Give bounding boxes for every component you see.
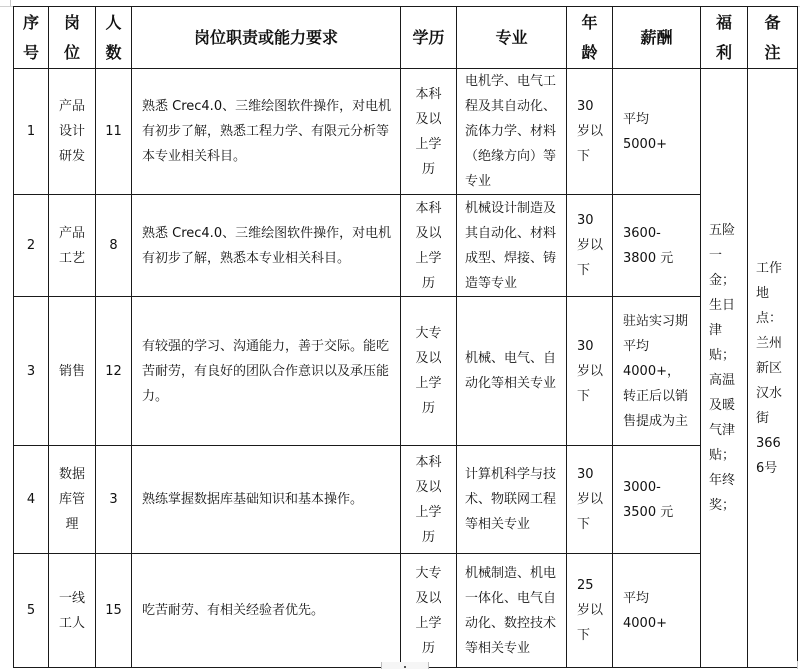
cell-count: 15 xyxy=(96,554,132,668)
cell-seq: 1 xyxy=(14,69,49,195)
header-count: 人 数 xyxy=(96,7,132,69)
header-duties: 岗位职责或能力要求 xyxy=(132,7,401,69)
cell-duties: 吃苦耐劳、有相关经验者优先。 xyxy=(132,554,401,668)
document-edge-marker xyxy=(797,661,798,669)
cell-education: 本科 及以 上学 历 xyxy=(401,195,457,297)
header-education: 学历 xyxy=(401,7,457,69)
cell-position: 产品 设计 研发 xyxy=(49,69,96,195)
cell-seq: 2 xyxy=(14,195,49,297)
cell-education: 本科 及以 上学 历 xyxy=(401,69,457,195)
table-row xyxy=(14,446,798,554)
cell-salary: 平均 4000+ xyxy=(613,554,701,668)
cell-remarks: 工作 地 点： 兰州 新区 汉水 街 366 6号 xyxy=(748,69,798,668)
cell-age: 30 岁以 下 xyxy=(567,195,613,297)
cell-count: 11 xyxy=(96,69,132,195)
header-age: 年 龄 xyxy=(567,7,613,69)
document-corner-marker xyxy=(0,0,11,6)
cell-education: 本科 及以 上学 历 xyxy=(401,446,457,554)
cell-duties: 熟悉 Crec4.0、三维绘图软件操作，对电机有初步了解，熟悉本专业相关科目。 xyxy=(132,195,401,297)
table-row xyxy=(14,297,798,446)
cell-position: 产品 工艺 xyxy=(49,195,96,297)
recruitment-table xyxy=(13,6,798,668)
cell-count: 3 xyxy=(96,446,132,554)
cell-position: 一线 工人 xyxy=(49,554,96,668)
cell-duties: 熟练掌握数据库基础知识和基本操作。 xyxy=(132,446,401,554)
cell-salary: 平均 5000+ xyxy=(613,69,701,195)
table-row xyxy=(14,69,798,195)
cell-major: 机械、电气、自动化等相关专业 xyxy=(457,297,567,446)
cell-major: 机械设计制造及其自动化、材料成型、焊接、铸造等专业 xyxy=(457,195,567,297)
header-major: 专业 xyxy=(457,7,567,69)
header-remarks: 备 注 xyxy=(748,7,798,69)
cell-age: 25 岁以 下 xyxy=(567,554,613,668)
cell-position: 销售 xyxy=(49,297,96,446)
table-row xyxy=(14,195,798,297)
cell-education: 大专 及以 上学 历 xyxy=(401,554,457,668)
cell-benefits: 五险 一 金； 生日 津 贴； 高温 及暖 气津 贴； 年终 奖； xyxy=(701,69,748,668)
cell-education: 大专 及以 上学 历 xyxy=(401,297,457,446)
header-seq: 序 号 xyxy=(14,7,49,69)
header-benefits: 福 利 xyxy=(701,7,748,69)
cell-salary: 驻站实习期 平均 4000+， 转正后以销 售提成为主 xyxy=(613,297,701,446)
cell-salary: 3600- 3800 元 xyxy=(613,195,701,297)
table-row xyxy=(14,554,798,668)
cell-age: 30 岁以 下 xyxy=(567,297,613,446)
cell-count: 8 xyxy=(96,195,132,297)
cell-position: 数据 库管 理 xyxy=(49,446,96,554)
cell-duties: 有较强的学习、沟通能力，善于交际。能吃苦耐劳，有良好的团队合作意识以及承压能力。 xyxy=(132,297,401,446)
cell-age: 30 岁以 下 xyxy=(567,446,613,554)
cell-duties: 熟悉 Crec4.0、三维绘图软件操作，对电机有初步了解，熟悉工程力学、有限元分析等本专业相关科目。 xyxy=(132,69,401,195)
cell-age: 30 岁以 下 xyxy=(567,69,613,195)
cell-seq: 3 xyxy=(14,297,49,446)
handle-dot-icon xyxy=(404,666,406,668)
cell-salary: 3000- 3500 元 xyxy=(613,446,701,554)
cell-major: 电机学、电气工程及其自动化、流体力学、材料（绝缘方向）等专业 xyxy=(457,69,567,195)
table-move-handle[interactable] xyxy=(381,662,429,669)
table-header-row xyxy=(14,7,798,69)
cell-seq: 5 xyxy=(14,554,49,668)
header-salary: 薪酬 xyxy=(613,7,701,69)
cell-seq: 4 xyxy=(14,446,49,554)
cell-count: 12 xyxy=(96,297,132,446)
cell-major: 计算机科学与技术、物联网工程等相关专业 xyxy=(457,446,567,554)
cell-major: 机械制造、机电一体化、电气自动化、数控技术等相关专业 xyxy=(457,554,567,668)
header-position: 岗 位 xyxy=(49,7,96,69)
